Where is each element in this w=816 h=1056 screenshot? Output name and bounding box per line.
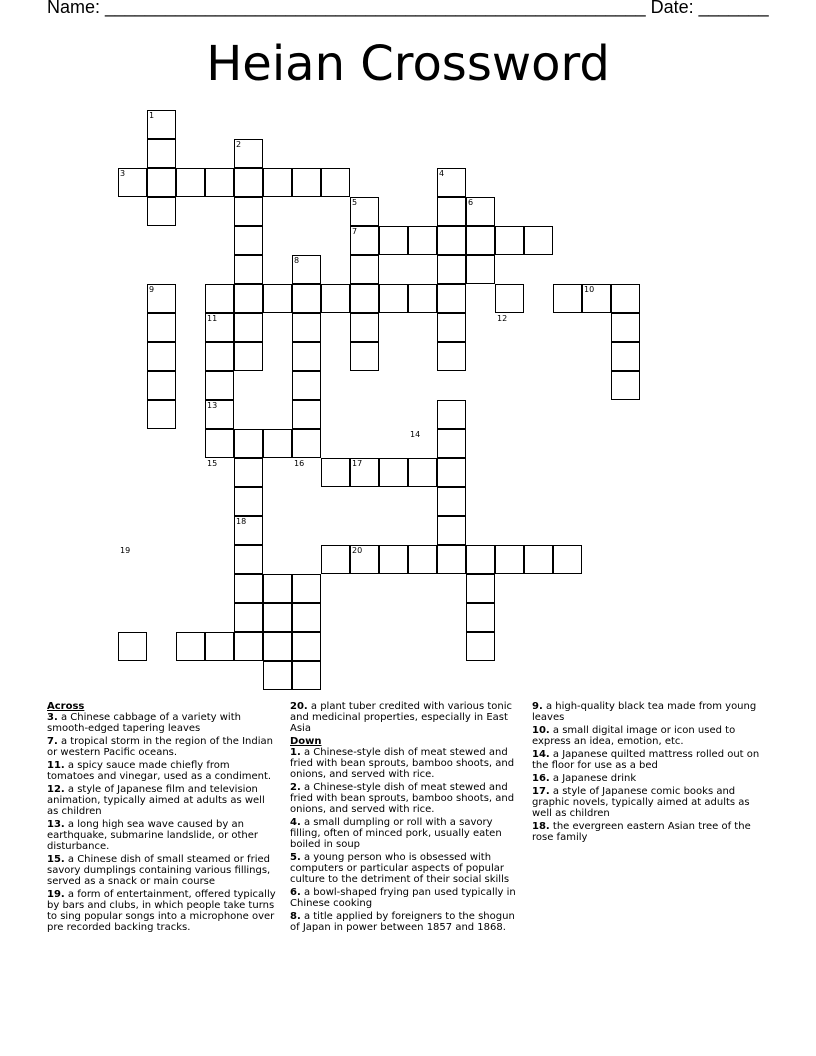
clue-text: a Chinese-style dish of meat stewed and fried with bean sprouts, bamboo shoots, and onions, and served with rice. — [290, 747, 515, 780]
clue-item — [532, 786, 764, 819]
clue-number-label: 7 — [352, 227, 358, 236]
clue-number-label: 5 — [352, 198, 358, 207]
clue-number: 20. — [290, 701, 308, 712]
clue-number-label: 20 — [352, 546, 363, 555]
grid-cell[interactable] — [205, 168, 234, 197]
clue-text: a style of Japanese comic books and graphic novels, typically aimed at adults as well as children — [532, 786, 750, 819]
grid-cell[interactable] — [466, 632, 495, 661]
grid-cell[interactable] — [234, 574, 263, 603]
grid-cell[interactable] — [263, 603, 292, 632]
clues-column-1 — [47, 701, 279, 935]
clue-text: a Chinese cabbage of a variety with smooth-edged tapering leaves — [47, 712, 241, 734]
clue-number-label: 6 — [468, 198, 474, 207]
grid-cell[interactable] — [118, 632, 147, 661]
grid-cell[interactable] — [263, 574, 292, 603]
clue-number-label: 13 — [207, 401, 218, 410]
grid-cell[interactable] — [350, 313, 379, 342]
grid-cell[interactable] — [321, 284, 350, 313]
across-heading: Across — [47, 701, 85, 712]
clue-item — [47, 712, 279, 734]
grid-cell[interactable] — [379, 458, 408, 487]
grid-cell[interactable] — [437, 516, 466, 545]
clue-number-label: 14 — [410, 430, 421, 439]
clue-number: 14. — [532, 749, 550, 760]
grid-cell[interactable] — [611, 313, 640, 342]
grid-cell[interactable] — [466, 603, 495, 632]
clue-number: 10. — [532, 725, 550, 736]
grid-cell[interactable] — [263, 632, 292, 661]
clue-number: 4. — [290, 817, 301, 828]
grid-cell[interactable] — [147, 197, 176, 226]
grid-cell[interactable] — [437, 487, 466, 516]
grid-cell[interactable] — [234, 342, 263, 371]
grid-cell[interactable] — [350, 255, 379, 284]
grid-cell[interactable] — [466, 255, 495, 284]
grid-cell[interactable] — [437, 197, 466, 226]
clue-number-label: 3 — [120, 169, 126, 178]
clue-number: 12. — [47, 784, 65, 795]
grid-cell[interactable] — [495, 284, 524, 313]
grid-cell[interactable] — [292, 342, 321, 371]
clue-number-label: 1 — [149, 111, 155, 120]
clue-text: a style of Japanese film and television animation, typically aimed at adults as well as children — [47, 784, 265, 817]
clue-number: 19. — [47, 889, 65, 900]
grid-cell[interactable] — [437, 400, 466, 429]
grid-cell[interactable] — [437, 255, 466, 284]
grid-cell[interactable] — [205, 284, 234, 313]
clue-number-label: 15 — [207, 459, 218, 468]
clue-text: a small dumpling or roll with a savory filling, often of minced pork, usually eaten boiled in soup — [290, 817, 502, 850]
clues-column-2 — [290, 701, 522, 935]
grid-cell[interactable] — [379, 545, 408, 574]
grid-cell[interactable] — [147, 400, 176, 429]
grid-cell[interactable] — [611, 371, 640, 400]
grid-cell[interactable] — [176, 168, 205, 197]
grid-cell[interactable] — [263, 661, 292, 690]
grid-cell[interactable] — [205, 371, 234, 400]
grid-cell[interactable] — [234, 487, 263, 516]
grid-cell[interactable] — [263, 168, 292, 197]
clue-item — [47, 889, 279, 933]
clue-number-label: 19 — [120, 546, 131, 555]
grid-cell[interactable] — [292, 429, 321, 458]
clue-text: a title applied by foreigners to the shogun of Japan in power between 1857 and 1868. — [290, 911, 515, 933]
grid-cell[interactable] — [234, 168, 263, 197]
grid-cell[interactable] — [147, 342, 176, 371]
clue-number: 6. — [290, 887, 301, 898]
grid-cell[interactable] — [437, 284, 466, 313]
clue-text: a Chinese-style dish of meat stewed and fried with bean sprouts, bamboo shoots, and onions, and served with rice. — [290, 782, 515, 815]
grid-cell[interactable] — [408, 226, 437, 255]
clue-item — [532, 725, 764, 747]
grid-cell[interactable] — [234, 429, 263, 458]
grid-cell[interactable] — [437, 458, 466, 487]
grid-cell[interactable] — [263, 284, 292, 313]
name-date-line: Name: ______________________________________________________ Date: _______ — [47, 0, 769, 17]
clue-item — [532, 821, 764, 843]
clues-column-3 — [532, 701, 764, 845]
clue-number: 9. — [532, 701, 543, 712]
clue-text: a bowl-shaped frying pan used typically in Chinese cooking — [290, 887, 516, 909]
grid-cell[interactable] — [147, 139, 176, 168]
clue-number: 5. — [290, 852, 301, 863]
grid-cell[interactable] — [466, 574, 495, 603]
grid-cell[interactable] — [292, 168, 321, 197]
grid-cell[interactable] — [524, 545, 553, 574]
grid-cell[interactable] — [437, 226, 466, 255]
grid-cell[interactable] — [292, 661, 321, 690]
grid-cell[interactable] — [437, 429, 466, 458]
grid-cell[interactable] — [147, 371, 176, 400]
clue-item — [290, 887, 522, 909]
clue-item — [290, 911, 522, 933]
grid-cell[interactable] — [495, 545, 524, 574]
grid-cell[interactable] — [292, 284, 321, 313]
grid-cell[interactable] — [263, 429, 292, 458]
clue-number: 18. — [532, 821, 550, 832]
clue-number-label: 11 — [207, 314, 218, 323]
clue-text: a spicy sauce made chiefly from tomatoes and vinegar, used as a condiment. — [47, 760, 272, 782]
clue-number-label: 8 — [294, 256, 300, 265]
grid-cell[interactable] — [205, 429, 234, 458]
grid-cell[interactable] — [292, 632, 321, 661]
clue-text: a tropical storm in the region of the Indian or western Pacific oceans. — [47, 736, 273, 758]
clue-number: 1. — [290, 747, 301, 758]
clue-number-label: 2 — [236, 140, 242, 149]
grid-cell[interactable] — [147, 313, 176, 342]
grid-cell[interactable] — [524, 226, 553, 255]
grid-cell[interactable] — [234, 545, 263, 574]
clue-number-label: 4 — [439, 169, 445, 178]
grid-cell[interactable] — [408, 545, 437, 574]
page-title: Heian Crossword — [206, 36, 610, 92]
grid-cell[interactable] — [321, 458, 350, 487]
grid-cell[interactable] — [437, 313, 466, 342]
clue-item — [47, 784, 279, 817]
clue-text: a high-quality black tea made from young leaves — [532, 701, 757, 723]
grid-cell[interactable] — [234, 458, 263, 487]
clue-text: a Chinese dish of small steamed or fried savory dumplings containing various fillings, served as a snack or main course — [47, 854, 271, 887]
clue-number: 16. — [532, 773, 550, 784]
grid-cell[interactable] — [408, 284, 437, 313]
clue-item — [532, 749, 764, 771]
clue-item — [290, 852, 522, 885]
clue-text: a Japanese quilted mattress rolled out on the floor for use as a bed — [532, 749, 760, 771]
clue-number-label: 9 — [149, 285, 155, 294]
grid-cell[interactable] — [176, 632, 205, 661]
grid-cell[interactable] — [234, 313, 263, 342]
grid-cell[interactable] — [205, 342, 234, 371]
clue-number-label: 10 — [584, 285, 595, 294]
clue-text: a Japanese drink — [549, 773, 637, 784]
clue-text: a long high sea wave caused by an earthquake, submarine landslide, or other disturbance. — [47, 819, 258, 852]
clue-number: 13. — [47, 819, 65, 830]
clue-text: a form of entertainment, offered typically by bars and clubs, in which people take turns to sing popular songs into a microphone over pre recorded backing tracks. — [47, 889, 276, 933]
grid-cell[interactable] — [234, 632, 263, 661]
clue-number: 8. — [290, 911, 301, 922]
grid-cell[interactable] — [292, 313, 321, 342]
grid-cell[interactable] — [611, 284, 640, 313]
clue-number: 17. — [532, 786, 550, 797]
grid-cell[interactable] — [321, 545, 350, 574]
grid-cell[interactable] — [292, 400, 321, 429]
grid-cell[interactable] — [611, 342, 640, 371]
clue-item — [290, 782, 522, 815]
clue-item — [47, 736, 279, 758]
grid-cell[interactable] — [234, 284, 263, 313]
grid-cell[interactable] — [379, 284, 408, 313]
grid-cell[interactable] — [292, 603, 321, 632]
grid-cell[interactable] — [379, 226, 408, 255]
clue-text: a plant tuber credited with various tonic and medicinal properties, especially in East Asia — [290, 701, 513, 734]
clue-number: 11. — [47, 760, 65, 771]
clue-number: 3. — [47, 712, 58, 723]
down-heading: Down — [290, 736, 322, 747]
clue-item — [532, 773, 764, 784]
grid-cell[interactable] — [466, 545, 495, 574]
clue-text: the evergreen eastern Asian tree of the rose family — [532, 821, 751, 843]
grid-cell[interactable] — [321, 168, 350, 197]
grid-cell[interactable] — [234, 603, 263, 632]
clue-text: a young person who is obsessed with computers or particular aspects of popular culture to the detriment of their social skills — [290, 852, 510, 885]
grid-cell[interactable] — [408, 458, 437, 487]
grid-cell[interactable] — [350, 284, 379, 313]
clue-item — [290, 817, 522, 850]
grid-cell[interactable] — [234, 197, 263, 226]
grid-cell[interactable] — [292, 574, 321, 603]
grid-cell[interactable] — [147, 168, 176, 197]
clue-number-label: 18 — [236, 517, 247, 526]
grid-cell[interactable] — [234, 226, 263, 255]
clue-item — [47, 854, 279, 887]
clue-item — [47, 760, 279, 782]
clue-number-label: 12 — [497, 314, 508, 323]
clue-number: 15. — [47, 854, 65, 865]
clue-item — [290, 747, 522, 780]
grid-cell[interactable] — [553, 284, 582, 313]
clue-number: 7. — [47, 736, 58, 747]
grid-cell[interactable] — [553, 545, 582, 574]
grid-cell[interactable] — [437, 545, 466, 574]
clue-item — [290, 701, 522, 734]
grid-cell[interactable] — [350, 342, 379, 371]
grid-cell[interactable] — [292, 371, 321, 400]
clue-item — [532, 701, 764, 723]
clue-number: 2. — [290, 782, 301, 793]
grid-cell[interactable] — [466, 226, 495, 255]
grid-cell[interactable] — [437, 342, 466, 371]
grid-cell[interactable] — [205, 632, 234, 661]
clue-number-label: 17 — [352, 459, 363, 468]
grid-cell[interactable] — [495, 226, 524, 255]
clue-item — [47, 819, 279, 852]
grid-cell[interactable] — [234, 255, 263, 284]
clue-number-label: 16 — [294, 459, 305, 468]
clue-text: a small digital image or icon used to express an idea, emotion, etc. — [532, 725, 736, 747]
